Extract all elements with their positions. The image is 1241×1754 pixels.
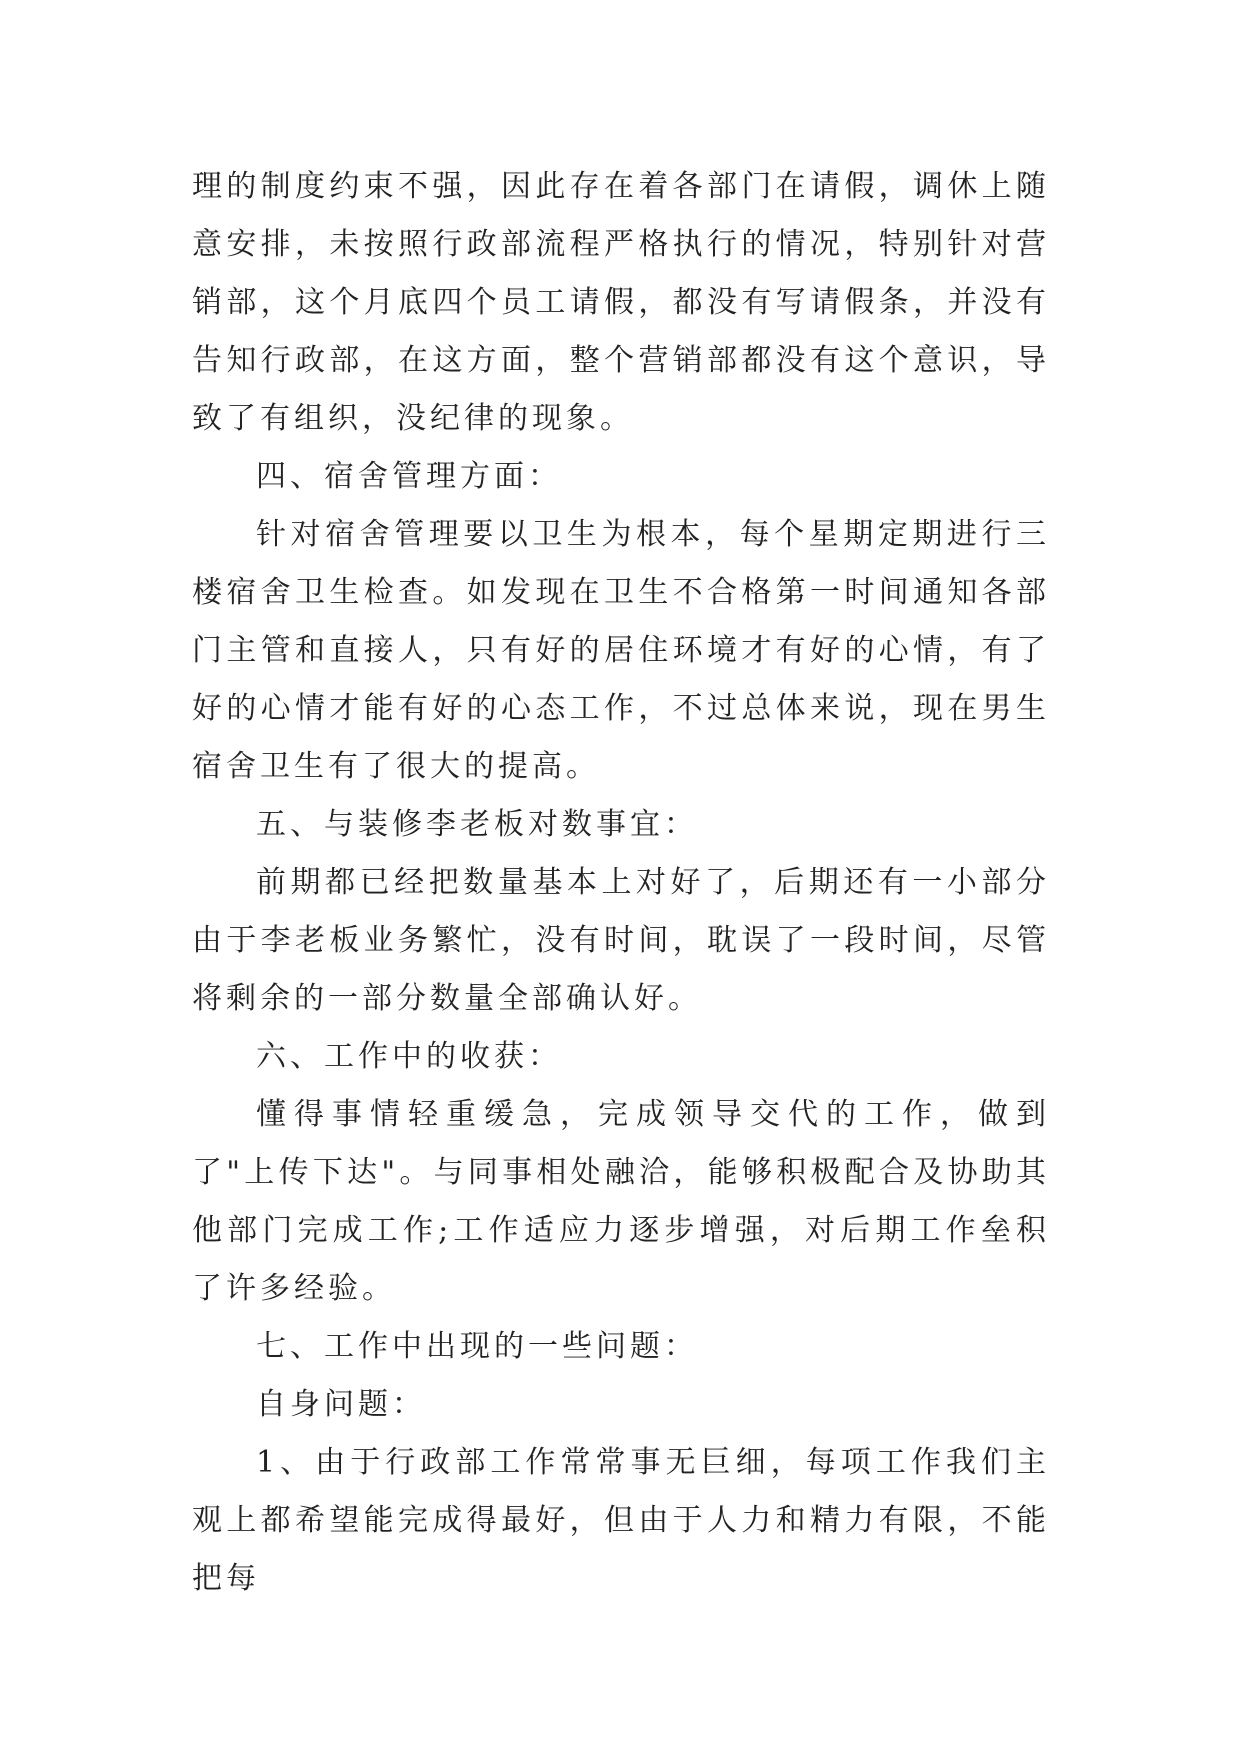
paragraph-discipline-continuation: 理的制度约束不强，因此存在着各部门在请假，调休上随意安排，未按照行政部流程严格执行的情况，特别针对营销部，这个月底四个员工请假，都没有写请假条，并没有告知行政部，在这方面，整个营销部都没有这个意识，导致了有组织，没纪律的现象。 [192,169,1050,436]
heading-renovation-reconciliation: 五、与装修李老板对数事宜： [256,807,698,842]
heading-work-problems: 七、工作中出现的一些问题： [256,1329,698,1364]
paragraph-work-gains: 懂得事情轻重缓急，完成领导交代的工作，做到了"上传下达"。与同事相处融洽，能够积极配合及协助其他部门完成工作;工作适应力逐步增强，对后期工作垒积了许多经验。 [192,1097,1050,1306]
document-body [192,158,1050,1608]
paragraph-dormitory-management: 针对宿舍管理要以卫生为根本，每个星期定期进行三楼宿舍卫生检查。如发现在卫生不合格第一时间通知各部门主管和直接人，只有好的居住环境才有好的心情，有了好的心情才能有好的心态工作，不过总体来说，现在男生宿舍卫生有了很大的提高。 [192,517,1050,784]
subheading-own-problems: 自身问题： [256,1387,426,1422]
paragraph-problem-1: 1、由于行政部工作常常事无巨细，每项工作我们主观上都希望能完成得最好，但由于人力和精力有限，不能把每 [192,1445,1050,1596]
heading-work-gains: 六、工作中的收获： [256,1039,562,1074]
heading-dormitory-management: 四、宿舍管理方面： [256,459,562,494]
paragraph-renovation-reconciliation: 前期都已经把数量基本上对好了，后期还有一小部分由于李老板业务繁忙，没有时间，耽误了一段时间，尽管将剩余的一部分数量全部确认好。 [192,865,1050,1016]
